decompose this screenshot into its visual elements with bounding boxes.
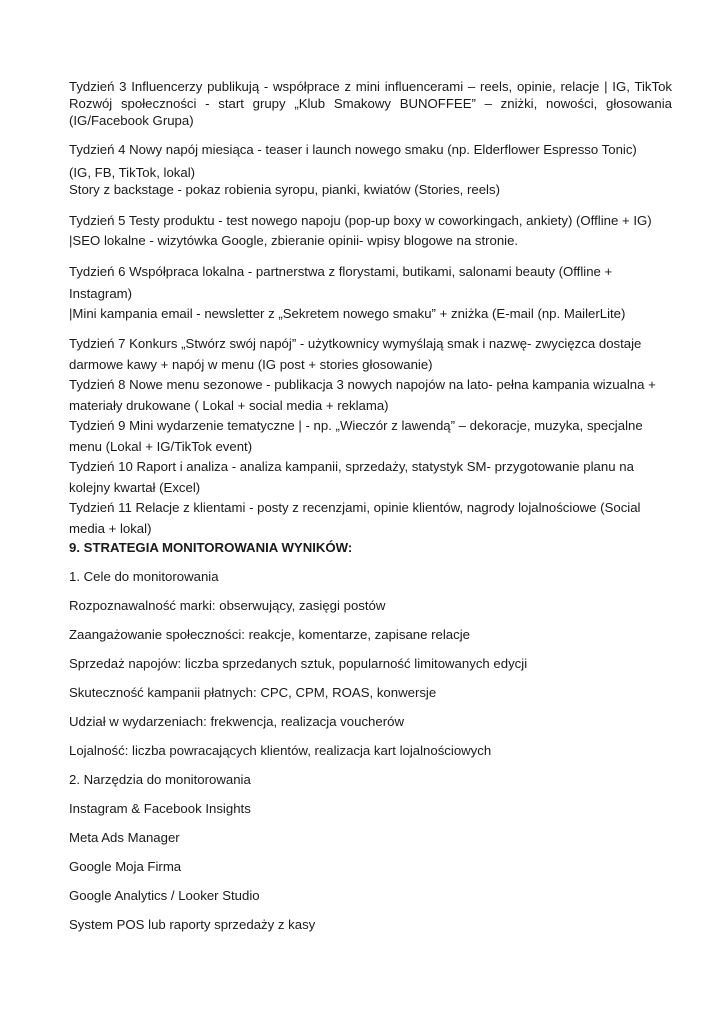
week-4-paragraph: Tydzień 4 Nowy napój miesiąca - teaser i launch nowego smaku (np. Elderflower Espresso Tonic) <box>69 142 637 157</box>
week-9-paragraph: Tydzień 9 Mini wydarzenie tematyczne | - np. „Wieczór z lawendą” – dekoracje, muzyka, specjalne menu (Lokal + IG/TikTok event) <box>69 418 643 454</box>
tool-item: Meta Ads Manager <box>69 830 180 845</box>
tool-item: Google Moja Firma <box>69 859 182 874</box>
week-11-paragraph: Tydzień 11 Relacje z klientami - posty z recenzjami, opinie klientów, nagrody lojalnościowe (Social media + lokal) <box>69 500 641 536</box>
week-7-paragraph: Tydzień 7 Konkurs „Stwórz swój napój” - użytkownicy wymyślają smak i nazwę- zwycięzca dostaje darmowe kawy + napój w menu (IG post + stories głosowanie) <box>69 336 642 372</box>
goals-title: 1. Cele do monitorowania <box>69 569 219 584</box>
goal-item: Skuteczność kampanii płatnych: CPC, CPM, ROAS, konwersje <box>69 685 437 700</box>
week-5-paragraph: Tydzień 5 Testy produktu - test nowego napoju (pop-up boxy w coworkingach, ankiety) (Offline + IG) <box>69 213 652 228</box>
tool-item: System POS lub raporty sprzedaży z kasy <box>69 917 316 932</box>
goal-item: Sprzedaż napojów: liczba sprzedanych sztuk, popularność limitowanych edycji <box>69 656 528 671</box>
week-5-seo: |SEO lokalne - wizytówka Google, zbieranie opinii- wpisy blogowe na stronie. <box>69 233 519 248</box>
goal-item: Rozpoznawalność marki: obserwujący, zasięgi postów <box>69 598 386 613</box>
goal-item: Lojalność: liczba powracających klientów, realizacja kart lojalnościowych <box>69 743 492 758</box>
week-4-channels: (IG, FB, TikTok, lokal) <box>69 165 196 180</box>
week-6-paragraph: Tydzień 6 Współpraca lokalna - partnerstwa z florystami, butikami, salonami beauty (Offline + Instagram) <box>69 264 613 301</box>
week-4-story: Story z backstage - pokaz robienia syropu, pianki, kwiatów (Stories, reels) <box>69 182 500 197</box>
goal-item: Zaangażowanie społeczności: reakcje, komentarze, zapisane relacje <box>69 627 470 642</box>
section-heading: 9. STRATEGIA MONITOROWANIA WYNIKÓW: <box>69 540 353 555</box>
tool-item: Instagram & Facebook Insights <box>69 801 251 816</box>
tools-title: 2. Narzędzia do monitorowania <box>69 772 251 787</box>
goal-item: Udział w wydarzeniach: frekwencja, realizacja voucherów <box>69 714 404 729</box>
tool-item: Google Analytics / Looker Studio <box>69 888 260 903</box>
document-page <box>69 78 672 933</box>
week-6-email: |Mini kampania email - newsletter z „Sekretem nowego smaku” + zniżka (E-mail (np. MailerLite) <box>69 306 626 321</box>
week-10-paragraph: Tydzień 10 Raport i analiza - analiza kampanii, sprzedaży, statystyk SM- przygotowanie planu na kolejny kwartał (Excel) <box>69 459 634 495</box>
week-3-paragraph: Tydzień 3 Influencerzy publikują - współprace z mini influencerami – reels, opinie, relacje | IG, TikTok Rozwój społeczności - start grupy „Klub Smakowy BUNOFFEE” – zniżki, nowości, głosowania (IG/Facebook Grupa) <box>69 79 672 128</box>
week-8-paragraph: Tydzień 8 Nowe menu sezonowe - publikacja 3 nowych napojów na lato- pełna kampania wizualna + materiały drukowane ( Lokal + social media + reklama) <box>69 377 656 413</box>
